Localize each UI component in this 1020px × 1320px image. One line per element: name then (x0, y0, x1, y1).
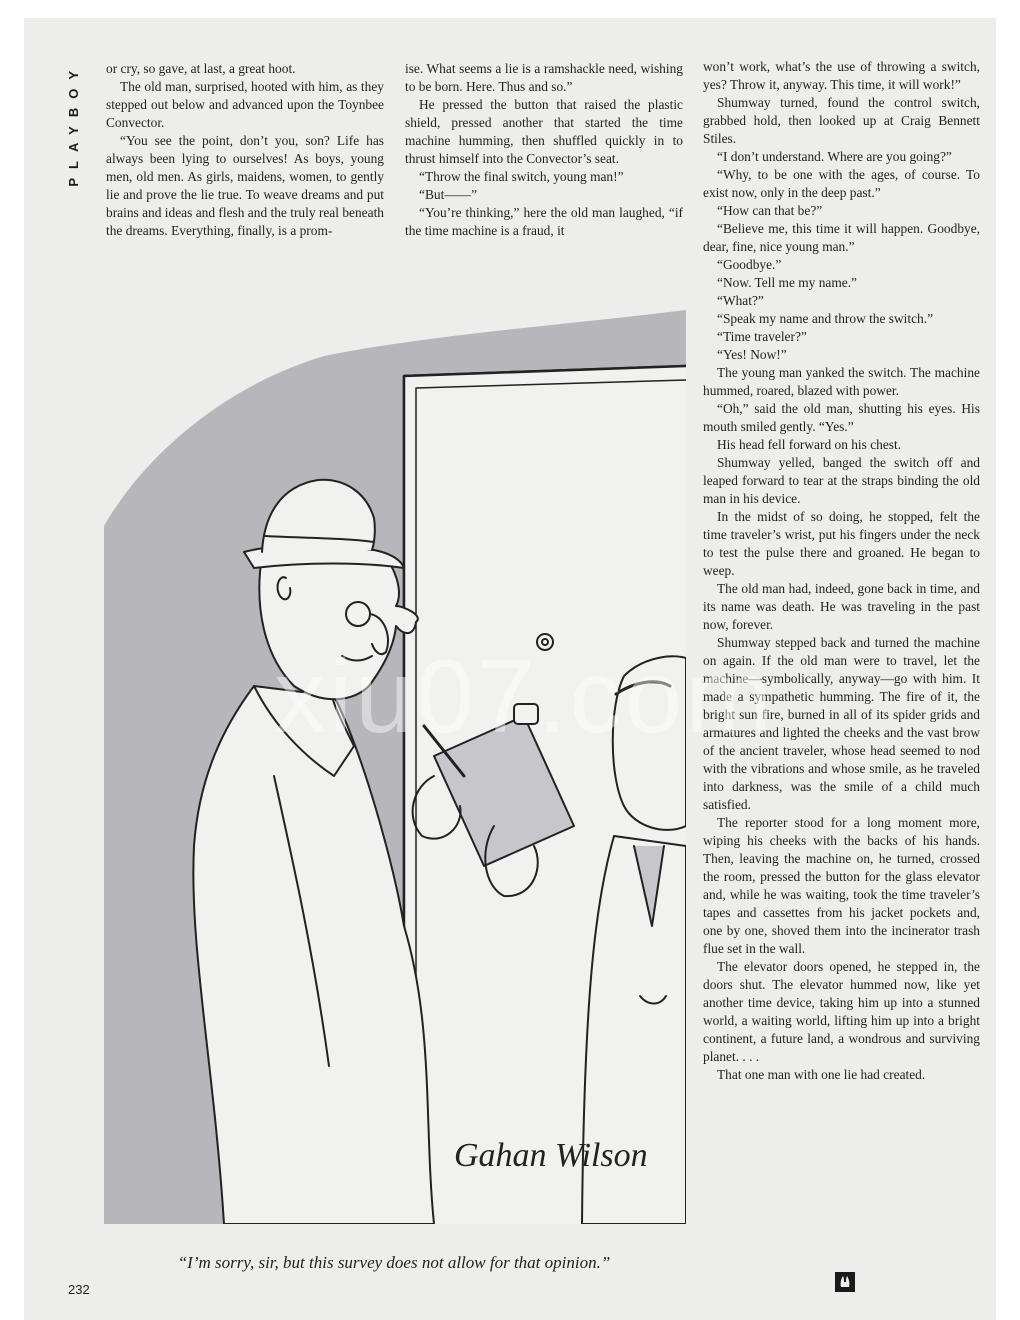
masthead: PLAYBOY (66, 62, 81, 187)
paragraph: “Believe me, this time it will happen. Goodbye, dear, fine, nice young man.” (703, 221, 980, 254)
paragraph: “Speak my name and throw the switch.” (717, 311, 934, 326)
paragraph: “I don’t understand. Where are you going?” (717, 149, 952, 164)
paragraph: Shumway stepped back and turned the machine on again. If the old man were to travel, let the machine—symbolically, anyway—go with him. It made a sympathetic humming. The fire of it, the bright sun fire, burned in all of its spider grids and armatures and lighted the cheeks and the vast brow of the ancient traveler, whose head seemed to nod with the vibrations and whose smile, as he traveled into darkness, was the smile of a child much satisfied. (703, 635, 980, 812)
paragraph: ise. What seems a lie is a ramshackle need, wishing to be born. Here. Thus and so.” (405, 61, 683, 94)
artist-signature: Gahan Wilson (454, 1137, 648, 1174)
paragraph: “Throw the final switch, young man!” (419, 169, 624, 184)
paragraph: His head fell forward on his chest. (717, 437, 902, 452)
paragraph: He pressed the button that raised the plastic shield, pressed another that started the time machine humming, then shuffled quickly in to thrust himself into the Convector’s seat. (405, 97, 683, 166)
paragraph: “What?” (717, 293, 764, 308)
text-column-1 (106, 60, 384, 240)
paragraph: The old man, surprised, hooted with him, as they stepped out below and advanced upon the Toynbee Convector. (106, 79, 384, 130)
paragraph: “Time traveler?” (717, 329, 807, 344)
paragraph: The elevator doors opened, he stepped in, the doors shut. The elevator hummed now, like yet another time device, taking him up into a stunned world, a waiting world, lifting him up into a bright continent, a future land, a wondrous and surviving planet. . . . (703, 959, 980, 1064)
text-column-3 (703, 58, 980, 1084)
paragraph: “Goodbye.” (717, 257, 782, 272)
paragraph: “How can that be?” (717, 203, 823, 218)
paragraph: “Yes! Now!” (717, 347, 787, 362)
paragraph: “Now. Tell me my name.” (717, 275, 857, 290)
paragraph: Shumway turned, found the control switch, grabbed hold, then looked up at Craig Bennett Stiles. (703, 95, 980, 146)
paragraph: won’t work, what’s the use of throwing a switch, yes? Throw it, anyway. This time, it will work!” (703, 59, 980, 92)
paragraph: In the midst of so doing, he stopped, felt the time traveler’s wrist, put his fingers under the neck to test the pulse there and groaned. He began to weep. (703, 509, 980, 578)
text-column-2 (405, 60, 683, 240)
paragraph: “Why, to be one with the ages, of course. To exist now, only in the deep past.” (703, 167, 980, 200)
paragraph: The old man had, indeed, gone back in time, and its name was death. He was traveling in the past now, forever. (703, 581, 980, 632)
paragraph: The reporter stood for a long moment more, wiping his cheeks with the backs of his hands. Then, leaving the machine on, he turned, crossed the room, pressed the button for the glass elevator and, while he was waiting, took the time traveler’s tapes and cassettes from his jacket pockets and, one by one, shoved them into the incinerator trash flue set in the wall. (703, 815, 980, 956)
magazine-page (24, 18, 996, 1320)
paragraph: Shumway yelled, banged the switch off and leaped forward to tear at the straps binding the old man in his device. (703, 455, 980, 506)
page-number: 232 (68, 1282, 90, 1297)
paragraph: “Oh,” said the old man, shutting his eyes. His mouth smiled gently. “Yes.” (703, 401, 980, 434)
paragraph: That one man with one lie had created. (717, 1067, 926, 1082)
paragraph: or cry, so gave, at last, a great hoot. (106, 61, 296, 76)
paragraph: “You’re thinking,” here the old man laughed, “if the time machine is a fraud, it (405, 205, 683, 238)
paragraph: The young man yanked the switch. The machine hummed, roared, blazed with power. (703, 365, 980, 398)
paragraph: “You see the point, don’t you, son? Life has always been lying to ourselves! As boys, young men, old men. As girls, maidens, women, to gently lie and prove the lie true. To weave dreams and put brains and ideas and flesh and the truly real beneath the dreams. Everything, finally, is a prom- (106, 133, 384, 238)
paragraph: “But——” (419, 187, 478, 202)
cartoon-caption: “I’m sorry, sir, but this survey does not allow for that opinion.” (177, 1253, 611, 1272)
watermark: xiu07.com (274, 639, 775, 755)
cartoon-illustration (104, 306, 686, 1224)
rabbit-head-end-mark-icon (835, 1272, 855, 1292)
